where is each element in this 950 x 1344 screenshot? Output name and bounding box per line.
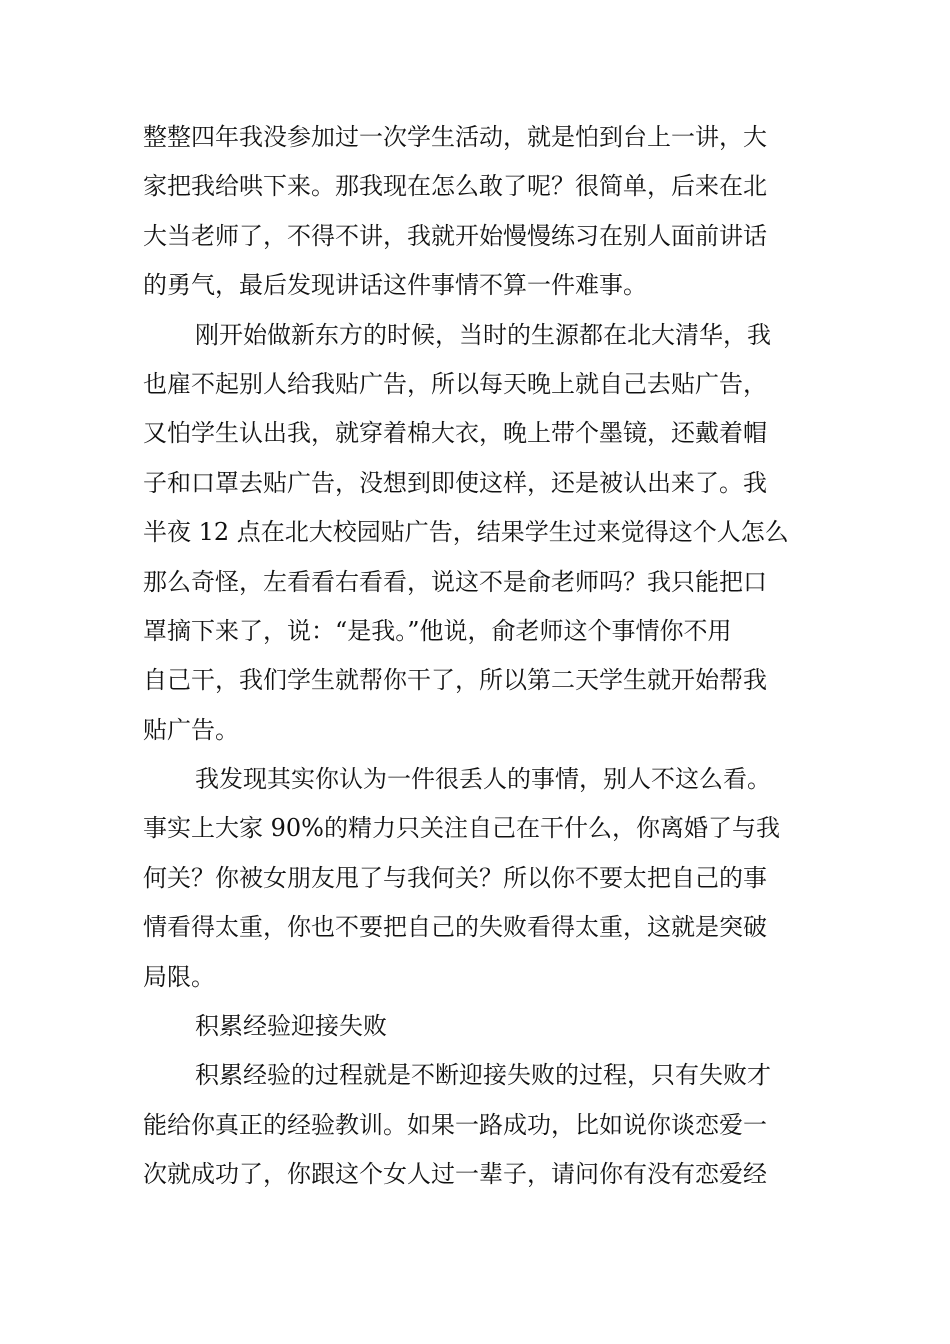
text-line: 罩摘下来了，说：“是我。”他说，俞老师这个事情你不用: [143, 616, 732, 645]
text-line: 那么奇怪，左看看右看看，说这不是俞老师吗？我只能把口: [143, 567, 767, 596]
text-line: 能给你真正的经验教训。如果一路成功，比如说你谈恋爱一: [143, 1110, 767, 1139]
text-line: 子和口罩去贴广告，没想到即使这样，还是被认出来了。我: [143, 468, 767, 497]
text-line: 次就成功了，你跟这个女人过一辈子，请问你有没有恋爱经: [143, 1160, 767, 1189]
text-line: 也雇不起别人给我贴广告，所以每天晚上就自己去贴广告，: [143, 369, 767, 398]
paragraph-first-line: 刚开始做新东方的时候，当时的生源都在北大清华，我: [195, 320, 771, 349]
paragraph-first-line: 积累经验的过程就是不断迎接失败的过程，只有失败才: [195, 1061, 771, 1090]
text-line: 局限。: [143, 962, 215, 991]
text-line: 大当老师了，不得不讲，我就开始慢慢练习在别人面前讲话: [143, 221, 767, 250]
text-line: 事实上大家 90%的精力只关注自己在干什么，你离婚了与我: [143, 814, 780, 843]
text-line: 又怕学生认出我，就穿着棉大衣，晚上带个墨镜，还戴着帽: [143, 419, 767, 448]
text-line: 家把我给哄下来。那我现在怎么敢了呢？很简单，后来在北: [143, 172, 767, 201]
text-line: 的勇气，最后发现讲话这件事情不算一件难事。: [143, 271, 647, 300]
paragraph-first-line: 我发现其实你认为一件很丢人的事情，别人不这么看。: [195, 765, 771, 794]
text-line: 何关？你被女朋友甩了与我何关？所以你不要太把自己的事: [143, 863, 767, 892]
text-line: 自己干，我们学生就帮你干了，所以第二天学生就开始帮我: [143, 666, 767, 695]
text-line: 整整四年我没参加过一次学生活动，就是怕到台上一讲，大: [143, 123, 767, 151]
text-line: 贴广告。: [143, 715, 239, 744]
section-heading: 积累经验迎接失败: [195, 1012, 387, 1041]
text-line: 情看得太重，你也不要把自己的失败看得太重，这就是突破: [143, 913, 767, 942]
text-line: 半夜 12 点在北大校园贴广告，结果学生过来觉得这个人怎么: [143, 518, 789, 547]
body-text: [143, 113, 823, 1200]
